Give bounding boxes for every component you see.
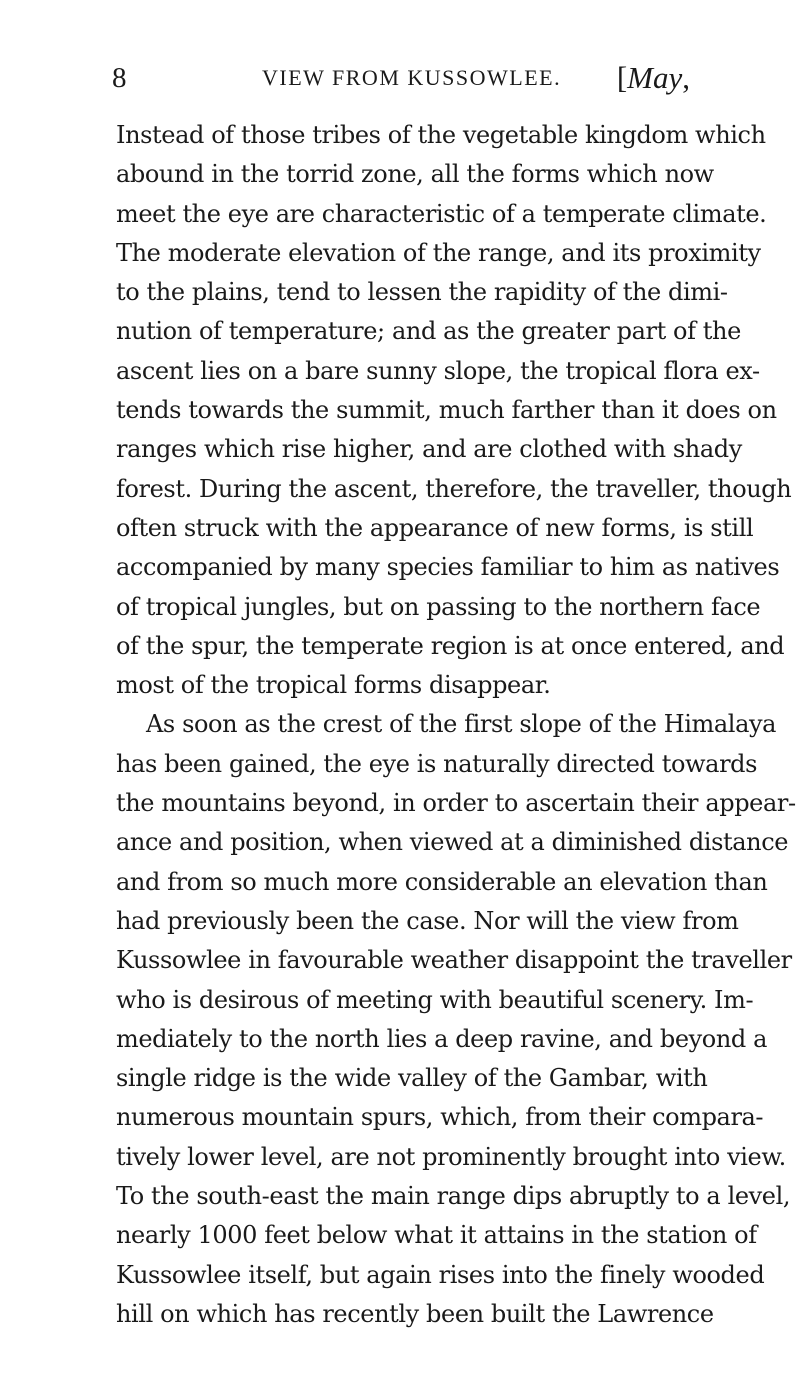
text-line: meet the eye are characteristic of a temperate climate. (116, 199, 767, 228)
text-line: to the plains, tend to lessen the rapidity of the dimi- (116, 278, 728, 307)
page-number: 8 (112, 62, 127, 94)
month-bracket: [ (616, 60, 628, 95)
text-line: ascent lies on a bare sunny slope, the tropical flora ex- (116, 356, 760, 385)
running-month (617, 58, 690, 98)
text-line: often struck with the appearance of new forms, is still (116, 513, 754, 542)
text-line: of tropical jungles, but on passing to the northern face (116, 592, 761, 621)
text-line: nearly 1000 feet below what it attains in the station of (116, 1221, 757, 1250)
text-line: accompanied by many species familiar to him as natives (116, 553, 780, 582)
text-line: the mountains beyond, in order to ascertain their appear- (116, 789, 796, 818)
running-head (112, 58, 690, 98)
body-text (116, 116, 796, 1334)
text-line: ranges which rise higher, and are clothed with shady (116, 435, 742, 464)
text-line: mediately to the north lies a deep ravine, and beyond a (116, 1024, 768, 1053)
text-line: Kussowlee in favourable weather disappoint the traveller (116, 946, 792, 975)
text-line: As soon as the crest of the first slope of the Himalaya (146, 710, 777, 739)
text-line: ance and position, when viewed at a diminished distance (116, 828, 789, 857)
text-line: hill on which has recently been built the Lawrence (116, 1299, 714, 1328)
text-line: most of the tropical forms disappear. (116, 671, 551, 700)
text-line: Kussowlee itself, but again rises into the finely wooded (116, 1260, 765, 1289)
month-name: May (627, 60, 683, 95)
text-line: tends towards the summit, much farther than it does on (116, 396, 777, 425)
text-line: had previously been the case. Nor will the view from (116, 906, 739, 935)
text-line: To the south-east the main range dips abruptly to a level, (116, 1182, 791, 1211)
month-comma: , (682, 60, 690, 95)
text-line: forest. During the ascent, therefore, the traveller, though (116, 474, 792, 503)
text-line: has been gained, the eye is naturally directed towards (116, 749, 758, 778)
text-line: abound in the torrid zone, all the forms which now (116, 160, 714, 189)
text-line: Instead of those tribes of the vegetable kingdom which (116, 121, 766, 149)
text-line: numerous mountain spurs, which, from their compara- (116, 1103, 764, 1132)
text-line: single ridge is the wide valley of the Gambar, with (116, 1064, 708, 1093)
text-line: tively lower level, are not prominently brought into view. (116, 1142, 786, 1171)
text-line: The moderate elevation of the range, and its proximity (116, 238, 761, 267)
text-line: of the spur, the temperate region is at once entered, and (116, 631, 785, 660)
text-line: and from so much more considerable an elevation than (116, 867, 768, 896)
text-line: nution of temperature; and as the greater part of the (116, 317, 741, 346)
text-line: who is desirous of meeting with beautiful scenery. Im- (116, 985, 754, 1014)
running-title: VIEW FROM KUSSOWLEE. (262, 65, 562, 90)
